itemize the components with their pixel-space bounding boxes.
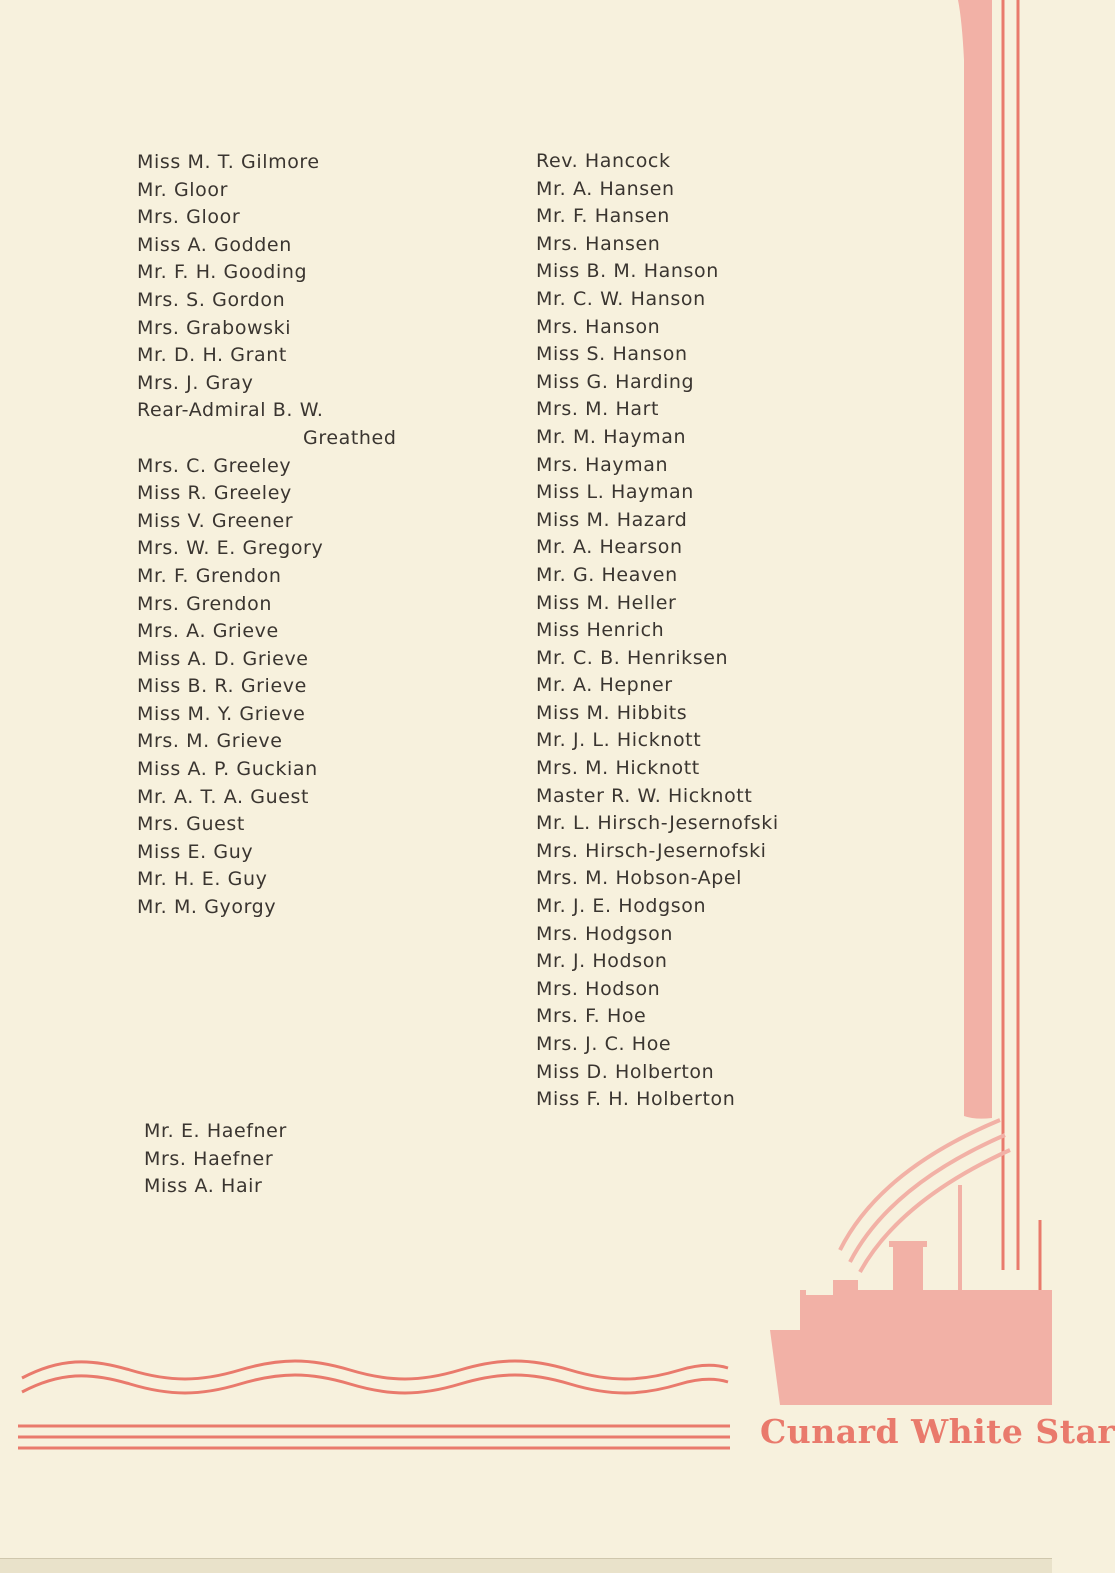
passenger-name: Greathed: [303, 426, 397, 449]
passenger-name: Mr. A. Hearson: [536, 536, 683, 559]
passenger-name: Miss A. Hair: [144, 1175, 263, 1198]
passenger-name: Rear-Admiral B. W.: [137, 399, 324, 422]
passenger-name: Mr. L. Hirsch-Jesernofski: [536, 812, 779, 835]
passenger-name: Miss M. Heller: [536, 591, 677, 614]
passenger-name: Mr. J. E. Hodgson: [536, 895, 707, 918]
passenger-name: Miss D. Holberton: [536, 1060, 715, 1083]
passenger-name: Mr. A. Hansen: [536, 177, 675, 200]
passenger-name: Mrs. J. Gray: [137, 371, 254, 394]
passenger-name: Mrs. Hanson: [536, 315, 661, 338]
passenger-name: Miss M. Hazard: [536, 508, 688, 531]
passenger-name: Mr. A. Hepner: [536, 674, 673, 697]
passenger-name: Mr. M. Gyorgy: [137, 896, 277, 919]
passenger-name: Miss F. H. Holberton: [536, 1088, 736, 1111]
passenger-name: Miss Henrich: [536, 619, 665, 642]
passenger-name: Miss A. P. Guckian: [137, 758, 318, 781]
brand-name: Cunard White Star: [760, 1412, 1115, 1451]
passenger-name: Miss G. Harding: [536, 370, 695, 393]
passenger-name: Mrs. J. C. Hoe: [536, 1033, 672, 1055]
passenger-name: Mrs. Hodgson: [536, 922, 673, 945]
passenger-name: Mrs. Hayman: [536, 453, 669, 476]
passenger-name: Mr. H. E. Guy: [137, 868, 268, 891]
passenger-name: Mr. D. H. Grant: [137, 344, 287, 367]
passenger-name: Mrs. W. E. Gregory: [137, 537, 324, 560]
passenger-name: Mr. E. Haefner: [144, 1120, 287, 1142]
passenger-name: Mrs. Guest: [137, 813, 245, 836]
passenger-name: Miss M. T. Gilmore: [137, 151, 320, 173]
passenger-name: Miss M. Y. Grieve: [137, 702, 306, 725]
passenger-name: Miss E. Guy: [137, 840, 254, 863]
passenger-name: Mrs. Hodson: [536, 977, 661, 1000]
passenger-name: Master R. W. Hicknott: [536, 784, 753, 807]
passenger-name: Miss A. Godden: [137, 233, 292, 256]
passenger-name: Mrs. M. Hart: [536, 398, 660, 421]
passenger-name: Miss L. Hayman: [536, 481, 694, 504]
passenger-name: Mrs. Grabowski: [137, 316, 292, 339]
page-edge: [0, 1558, 1052, 1573]
passenger-name: Mrs. A. Grieve: [137, 620, 279, 643]
passenger-list-g: [137, 149, 397, 922]
passenger-name: Mr. G. Heaven: [536, 563, 678, 586]
passenger-name: Miss R. Greeley: [137, 482, 292, 505]
passenger-name: Mr. M. Hayman: [536, 425, 687, 448]
passenger-name: Mr. F. H. Gooding: [137, 261, 308, 284]
passenger-name: Mrs. M. Grieve: [137, 730, 283, 753]
passenger-name: Mrs. Hirsch-Jesernofski: [536, 839, 767, 862]
passenger-name: Mr. Gloor: [137, 178, 229, 201]
passenger-name: Mr. A. T. A. Guest: [137, 785, 310, 808]
passenger-name: Miss M. Hibbits: [536, 701, 688, 724]
passenger-name: Mrs. Hansen: [536, 232, 661, 255]
passenger-name: Mrs. Haefner: [144, 1147, 274, 1170]
passenger-list-h-continued: [144, 1118, 287, 1201]
passenger-name: Mrs. C. Greeley: [137, 454, 292, 477]
passenger-name: Miss V. Greener: [137, 509, 294, 532]
passenger-name: Rev. Hancock: [536, 150, 671, 172]
passenger-name: Mrs. F. Hoe: [536, 1005, 647, 1028]
passenger-name: Mrs. Gloor: [137, 206, 241, 229]
ship-silhouette: [770, 1185, 1052, 1405]
passenger-name: Mrs. S. Gordon: [137, 288, 286, 311]
passenger-name: Mr. J. Hodson: [536, 950, 668, 973]
passenger-name: Mrs. Grendon: [137, 592, 272, 615]
passenger-name: Mr. C. B. Henriksen: [536, 646, 729, 669]
passenger-name: Miss S. Hanson: [536, 343, 688, 366]
passenger-name: Miss A. D. Grieve: [137, 647, 309, 670]
passenger-name: Miss B. R. Grieve: [137, 675, 307, 698]
passenger-name: Miss B. M. Hanson: [536, 260, 719, 283]
passenger-name: Mrs. M. Hicknott: [536, 757, 700, 780]
passenger-name: Mr. F. Grendon: [137, 564, 282, 587]
passenger-name: Mrs. M. Hobson-Apel: [536, 867, 743, 890]
passenger-name: Mr. F. Hansen: [536, 205, 670, 228]
passenger-name: Mr. J. L. Hicknott: [536, 729, 702, 752]
passenger-name: Mr. C. W. Hanson: [536, 287, 706, 310]
passenger-list-h: [536, 148, 779, 1114]
